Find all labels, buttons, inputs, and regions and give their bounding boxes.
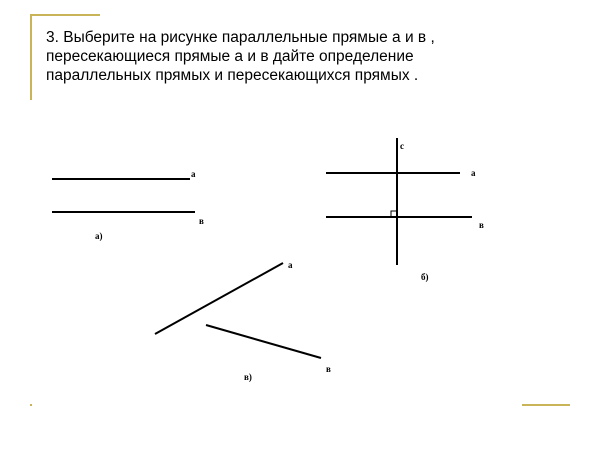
- figure-c-label-b: в: [326, 364, 331, 374]
- figure-a: [52, 169, 204, 241]
- figure-a-label-a: а: [191, 169, 196, 179]
- figure-c-line-a: [155, 263, 283, 334]
- figure-c-caption: в): [244, 372, 252, 382]
- question-line-1: 3. Выберите на рисунке параллельные прямые а и в ,: [46, 29, 435, 46]
- figure-b-label-c: с: [400, 141, 404, 151]
- figure-a-caption: а): [95, 231, 103, 241]
- question-line-3: параллельных прямых и пересекающихся прямых .: [46, 67, 419, 84]
- figure-b-label-a: а: [471, 168, 476, 178]
- figure-c-line-b: [206, 325, 321, 358]
- figure-b-label-b: в: [479, 220, 484, 230]
- question-line-2: пересекающиеся прямые а и в дайте определение: [46, 48, 414, 65]
- figure-c: [155, 260, 331, 382]
- figure-c-label-a: а: [288, 260, 293, 270]
- figure-b: [326, 138, 484, 282]
- figure-b-caption: б): [421, 272, 429, 282]
- figure-a-label-b: в: [199, 216, 204, 226]
